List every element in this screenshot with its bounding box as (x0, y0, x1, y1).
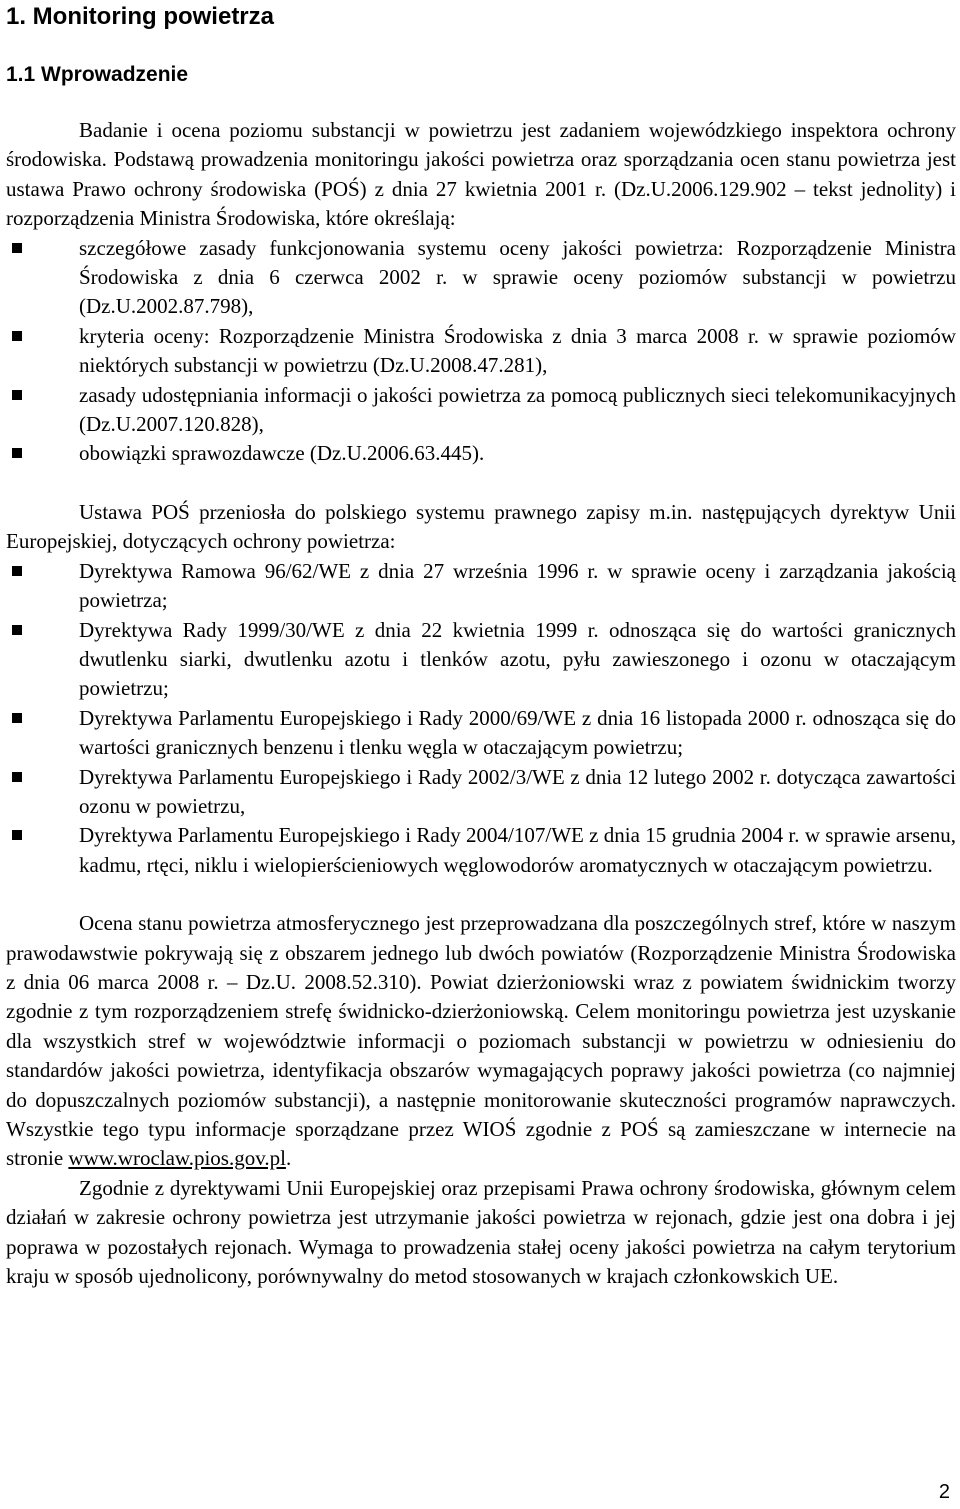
list-item-text: Dyrektywa Parlamentu Europejskiego i Rady 2000/69/WE z dnia 16 listopada 2000 r. odnosząca się do wartości granicznych benzenu i tlenku węgla w otaczającym powietrzu; (79, 705, 956, 760)
intro-paragraph: Badanie i ocena poziomu substancji w powietrzu jest zadaniem wojewódzkiego inspektora ochrony środowiska. Podstawą prowadzenia monitoringu jakości powietrza oraz sporządzania ocen stanu powietrza jest ustawa Prawo ochrony środowiska (POŚ) z dnia 27 kwietnia 2001 r. (Dz.U.2006.129.902 – tekst jednolity) i rozporządzenia Ministra Środowiska, które określają: (6, 118, 956, 231)
square-bullet-icon (12, 331, 22, 341)
list-item-text: obowiązki sprawozdawcze (Dz.U.2006.63.445). (79, 441, 485, 466)
list-item-text: Dyrektywa Parlamentu Europejskiego i Rady 2004/107/WE z dnia 15 grudnia 2004 r. w sprawie arsenu, kadmu, rtęci, niklu i wielopierścieniowych węglowodorów aromatycznych w otaczającym powietrzu. (79, 823, 956, 877)
square-bullet-icon (12, 243, 22, 253)
list-item-text: Dyrektywa Ramowa 96/62/WE z dnia 27 września 1996 r. w sprawie oceny i zarządzania jakością powietrza; (79, 558, 956, 613)
list-item-text: Dyrektywa Parlamentu Europejskiego i Rady 2002/3/WE z dnia 12 lutego 2002 r. dotycząca zawartości ozonu w powietrzu, (79, 764, 956, 818)
list-item (79, 704, 956, 763)
assessment-text: Ocena stanu powietrza atmosferycznego jest przeprowadzana dla poszczególnych stref, które w naszym prawodawstwie pokrywają się z obszarem jednego lub dwóch powiatów (Rozporządzenie Ministra Środowiska z dnia 06 marca 2008 r. – Dz.U. 2008.52.310). Powiat dzierżoniowski wraz z powiatem świdnickim tworzy zgodnie z tym rozporządzeniem strefę świdnicko-dzierżoniowską. Celem monitoringu powietrza jest uzyskanie dla wszystkich stref w województwie informacji o poziomach substancji w powietrzu w odniesieniu do standardów jakości powietrza, identyfikacja obszarów wymagających poprawy jakości powietrza (co najmniej do dopuszczalnych poziomów substancji), a następnie monitorowanie skuteczności programów naprawczych. Wszystkie tego typu informacje sporządzane przez WIOŚ zgodnie z POŚ są zamieszczane w internecie na stronie (6, 911, 956, 1171)
list-item (79, 234, 956, 322)
list-item-text: szczegółowe zasady funkcjonowania systemu oceny jakości powietrza: Rozporządzenie Ministra Środowiska z dnia 6 czerwca 2002 r. w sprawie oceny poziomów substancji w powietrzu (Dz.U.2002.87.798), (79, 235, 956, 319)
list-item-text: kryteria oceny: Rozporządzenie Ministra Środowiska z dnia 3 marca 2008 r. w sprawie poziomów niektórych substancji w powietrzu (Dz.U.2008.47.281), (79, 323, 956, 378)
list-item (79, 616, 956, 704)
list-item (79, 763, 956, 822)
list-item (79, 381, 956, 440)
list-item (79, 322, 956, 381)
list-item (79, 821, 956, 880)
directives-intro-paragraph: Ustawa POŚ przeniosła do polskiego systemu prawnego zapisy m.in. następujących dyrektyw Unii Europejskiej, dotyczących ochrony powietrza: (6, 499, 956, 554)
regulations-list (6, 234, 956, 469)
square-bullet-icon (12, 448, 22, 458)
wios-website-link[interactable]: www.wroclaw.pios.gov.pl (68, 1146, 286, 1171)
subsection-heading: 1.1 Wprowadzenie (6, 63, 189, 86)
square-bullet-icon (12, 566, 22, 576)
list-item-text: zasady udostępniania informacji o jakości powietrza za pomocą publicznych sieci telekomunikacyjnych (Dz.U.2007.120.828), (79, 382, 956, 437)
square-bullet-icon (12, 772, 22, 782)
section-heading: 1. Monitoring powietrza (6, 3, 274, 30)
goals-paragraph: Zgodnie z dyrektywami Unii Europejskiej oraz przepisami Prawa ochrony środowiska, głównym celem działań w zakresie ochrony powietrza jest utrzymanie jakości powietrza w rejonach, gdzie jest ona dobra i jej poprawa w pozostałych rejonach. Wymaga to prowadzenia stałej oceny jakości powietrza na całym terytorium kraju w sposób ujednolicony, porównywalny do metod stosowanych w krajach członkowskich UE. (6, 1175, 956, 1289)
directives-list (6, 557, 956, 880)
square-bullet-icon (12, 390, 22, 400)
page-number: 2 (938, 1481, 950, 1503)
list-item (79, 439, 956, 468)
document-page (6, 0, 956, 1291)
list-item-text: Dyrektywa Rady 1999/30/WE z dnia 22 kwietnia 1999 r. odnosząca się do wartości granicznych dwutlenku siarki, dwutlenku azotu i tlenków azotu, pyłu zawieszonego i ozonu w otaczającym powietrzu; (79, 617, 956, 701)
square-bullet-icon (12, 713, 22, 723)
list-item (79, 557, 956, 616)
square-bullet-icon (12, 625, 22, 635)
square-bullet-icon (12, 830, 22, 840)
assessment-paragraph (6, 909, 956, 1174)
assessment-text-end: . (285, 1146, 292, 1171)
